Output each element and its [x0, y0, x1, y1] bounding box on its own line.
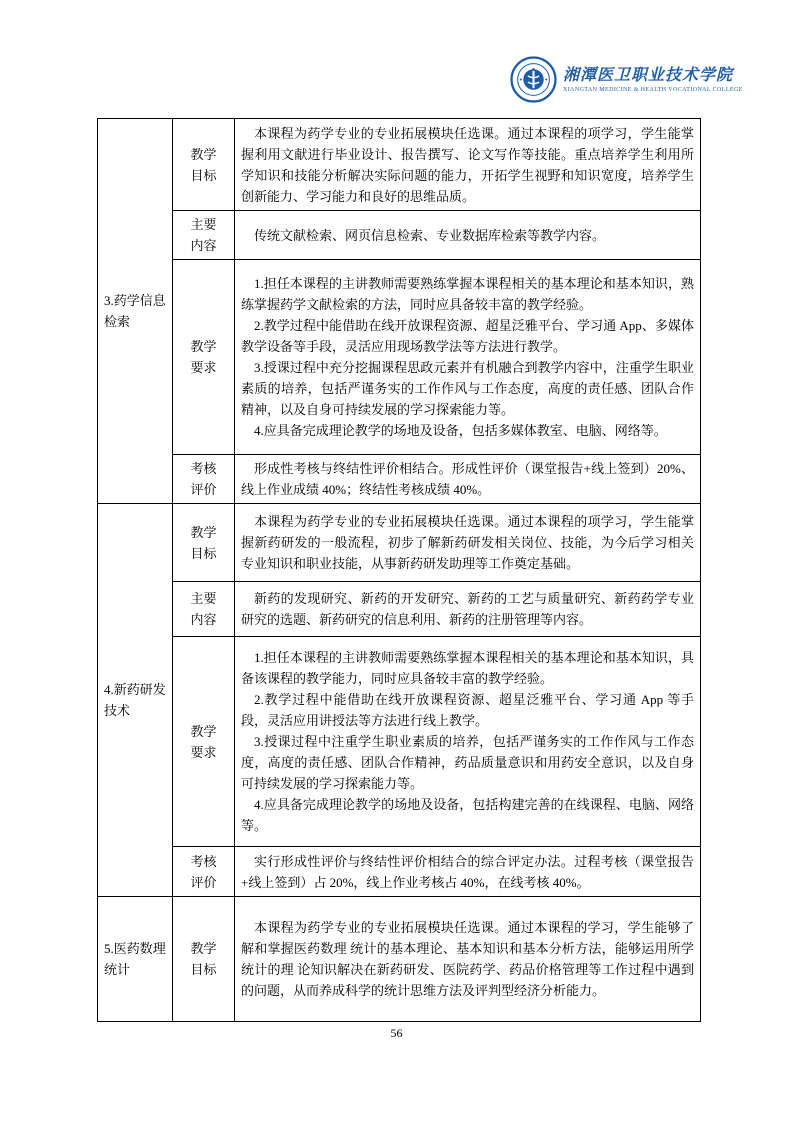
section-label: 考核评价 — [190, 461, 217, 497]
college-name-en: XIANGTAN MEDICINE & HEALTH VOCATIONAL COLLEGE — [563, 86, 743, 93]
table-row — [98, 119, 701, 211]
section-label: 主要内容 — [190, 217, 217, 253]
course-name-cell-4 — [98, 504, 173, 897]
paragraph: 2.教学过程中能借助在线开放课程资源、超星泛雅平台、学习通 App 等手段，灵活应用讲授法等方法进行线上教学。 — [241, 692, 694, 728]
course-name-cell-3 — [98, 119, 173, 504]
section-content-cell — [235, 119, 701, 211]
paragraph: 本课程为药学专业的专业拓展模块任选课。通过本课程的项学习，学生能掌握利用文献进行毕业设计、报告撰写、论文写作等技能。重点培养学生利用所学知识和技能分析解决实际问题的能力，开拓学生视野和知识宽度，培养学生创新能力、学习能力和良好的思维品质。 — [241, 125, 694, 204]
section-label: 教学目标 — [190, 146, 217, 183]
table-row — [98, 637, 701, 847]
section-label-cell — [173, 637, 235, 847]
section-label-cell — [173, 455, 235, 504]
section-label: 教学目标 — [190, 941, 217, 977]
table-row — [98, 847, 701, 897]
paragraph: 1.担任本课程的主讲教师需要熟练掌握本课程相关的基本理论和基本知识，具备该课程的教学能力，同时应具备较丰富的教学经验。 — [241, 650, 694, 686]
section-content-cell — [235, 897, 701, 1022]
paragraph: 本课程为药学专业的专业拓展模块任选课。通过本课程的学习，学生能够了解和掌握医药数理 统计的基本理论、基本知识和基本分析方法，能够运用所学统计的理 论知识解决在新药研发、医院药学、药品价格管理等工作过程中遇到 的问题，从而养成科学的统计思维方法及评判型经济分析能力。 — [241, 920, 694, 998]
paragraph: 形成性考核与终结性评价相结合。形成性评价（课堂报告+线上签到）20%、线上作业成绩 40%；终结性考核成绩 40%。 — [241, 461, 694, 497]
table-row — [98, 260, 701, 455]
college-logo-block — [510, 56, 743, 103]
section-label: 考核评价 — [190, 853, 217, 890]
table-row — [98, 582, 701, 637]
section-label-cell — [173, 211, 235, 260]
table-row — [98, 897, 701, 1022]
section-content-cell — [235, 582, 701, 637]
paragraph: 2.教学过程中能借助在线开放课程资源、超星泛雅平台、学习通 App、多媒体教学设备等手段，灵活应用现场教学法等方法进行教学。 — [241, 318, 694, 354]
course-name-cell-5 — [98, 897, 173, 1022]
section-label-cell — [173, 582, 235, 637]
course-name: 5.医药数理统计 — [104, 941, 166, 977]
section-content-cell — [235, 211, 701, 260]
paragraph: 3.授课过程中充分挖掘课程思政元素并有机融合到教学内容中，注重学生职业素质的培养，包括严谨务实的工作作风与工作态度，高度的责任感、团队合作精神，以及自身可持续发展的学习探索能力等。 — [241, 360, 694, 417]
course-syllabus-table — [97, 118, 701, 1022]
course-name: 4.新药研发技术 — [104, 682, 166, 718]
course-name: 3.药学信息检索 — [104, 293, 166, 329]
section-content-cell — [235, 637, 701, 847]
college-name-block — [563, 66, 743, 94]
paragraph: 传统文献检索、网页信息检索、专业数据库检索等教学内容。 — [254, 227, 606, 243]
paragraph: 3.授课过程中注重学生职业素质的培养，包括严谨务实的工作作风与工作态度，高度的责任感、团队合作精神，药品质量意识和用药安全意识，以及自身可持续发展的学习探索能力等。 — [241, 734, 694, 791]
section-content-cell — [235, 847, 701, 897]
section-label-cell — [173, 260, 235, 455]
section-label: 教学要求 — [190, 723, 217, 760]
page-number: 56 — [390, 1026, 403, 1040]
table-row — [98, 211, 701, 260]
college-logo-icon — [510, 56, 557, 103]
college-name: 湘潭医卫职业技术学院 — [563, 66, 734, 84]
paragraph: 1.担任本课程的主讲教师需要熟练掌握本课程相关的基本理论和基本知识，熟练掌握药学文献检索的方法，同时应具备较丰富的教学经验。 — [241, 276, 694, 312]
section-label-cell — [173, 847, 235, 897]
section-label-cell — [173, 504, 235, 582]
section-label-cell — [173, 897, 235, 1022]
table-row — [98, 504, 701, 582]
section-content-cell — [235, 260, 701, 455]
paragraph: 本课程为药学专业的专业拓展模块任选课。通过本课程的项学习，学生能掌握新药研发的一般流程，初步了解新药研发相关岗位、技能，为今后学习相关专业知识和职业技能，从事新药研发助理等工作奠定基础。 — [241, 514, 694, 571]
section-content-cell — [235, 504, 701, 582]
section-label: 教学目标 — [190, 524, 217, 561]
section-content-cell — [235, 455, 701, 504]
paragraph: 实行形成性评价与终结性评价相结合的综合评定办法。过程考核（课堂报告+线上签到）占 20%，线上作业考核占 40%，在线考核 40%。 — [241, 853, 694, 890]
paragraph: 4.应具备完成理论教学的场地及设备，包括多媒体教室、电脑、网络等。 — [254, 423, 667, 438]
paragraph: 4.应具备完成理论教学的场地及设备，包括构建完善的在线课程、电脑、网络等。 — [241, 797, 694, 833]
section-label-cell — [173, 119, 235, 211]
section-label: 教学要求 — [190, 339, 217, 375]
table-row — [98, 455, 701, 504]
section-label: 主要内容 — [190, 591, 217, 627]
paragraph: 新药的发现研究、新药的开发研究、新药的工艺与质量研究、新药药学专业研究的选题、新药研究的信息利用、新药的注册管理等内容。 — [241, 591, 694, 627]
